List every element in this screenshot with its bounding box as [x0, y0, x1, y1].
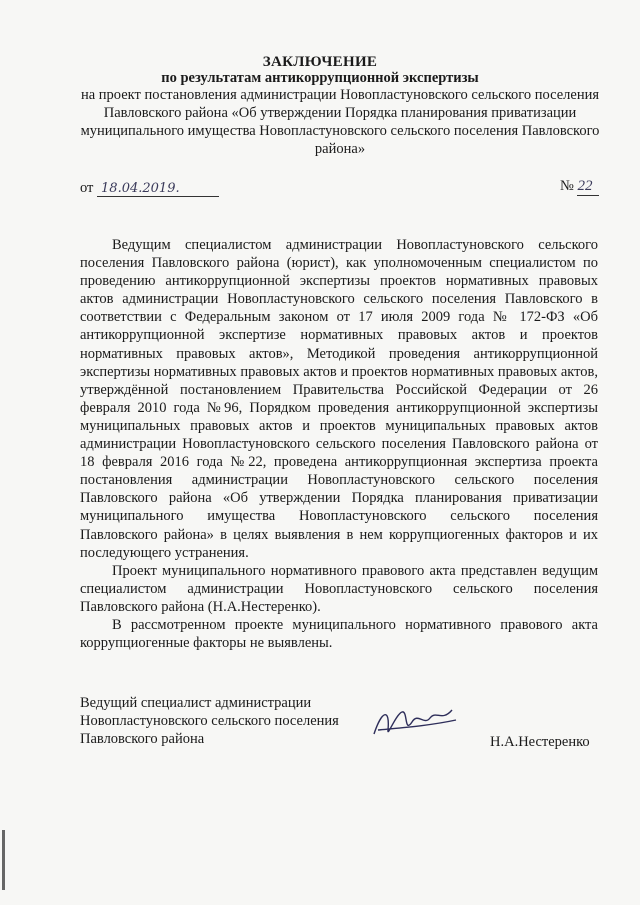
document-body	[80, 236, 598, 652]
document-subtitle: по результатам антикоррупционной экспертизы	[161, 70, 479, 86]
scan-edge-mark	[2, 830, 5, 890]
number-value: 22	[577, 178, 599, 196]
date-label: от	[80, 180, 94, 196]
paragraph-conclusion: В рассмотренном проекте муниципального нормативного правового акта коррупциогенные факторы не выявлены.	[80, 616, 598, 652]
document-title: ЗАКЛЮЧЕНИЕ	[262, 54, 378, 70]
position-line-1: Ведущий специалист администрации	[80, 695, 312, 711]
number-label: №	[560, 178, 574, 194]
handwritten-signature	[368, 700, 460, 746]
document-subject: на проект постановления администрации Новопластуновского сельского поселения Павловского района «Об утверждении Порядка планирования приватизации муниципального имущества Новопластуновского сельского поселения Павловского района»	[80, 87, 600, 157]
date-value: 18.04.2019.	[97, 181, 219, 197]
number-row	[560, 178, 599, 196]
signature-position	[80, 694, 339, 748]
position-line-3: Павловского района	[80, 731, 205, 747]
position-line-2: Новопластуновского сельского поселения	[80, 713, 339, 729]
signatory-name: Н.А.Нестеренко	[490, 734, 590, 750]
paragraph-main: Ведущим специалистом администрации Новопластуновского сельского поселения Павловского района (юрист), как уполномоченным специалистом по проведению антикоррупционной экспертизы проектов нормативных правовых актов администрации Новопластуновского сельского поселения Павловского в соответствии с Федеральным законом от 17 июля 2009 года № 172-ФЗ «Об антикоррупционной экспертизе нормативных правовых актов и проектов нормативных правовых актов», Методикой проведения антикоррупционной экспертизы нормативных правовых актов и проектов нормативных правовых актов, утверждённой постановлением Правительства Российской Федерации от 26 февраля 2010 года №96, Порядком проведения антикоррупционной экспертизы муниципальных правовых актов и проектов муниципальных правовых актов администрации Новопластуновского сельского поселения Павловского района от 18 февраля 2016 года №22, проведена антикоррупционная экспертиза проекта постановления администрации Новопластуновского сельского поселения Павловского района «Об утверждении Порядка планирования приватизации муниципального имущества Новопластуновского сельского поселения Павловского района» в целях выявления в нем коррупциогенных факторов и их последующего устранения.	[80, 237, 598, 561]
date-row	[80, 180, 219, 197]
paragraph-author: Проект муниципального нормативного правового акта представлен ведущим специалистом администрации Новопластуновского сельского поселения Павловского района (Н.А.Нестеренко).	[80, 562, 598, 615]
